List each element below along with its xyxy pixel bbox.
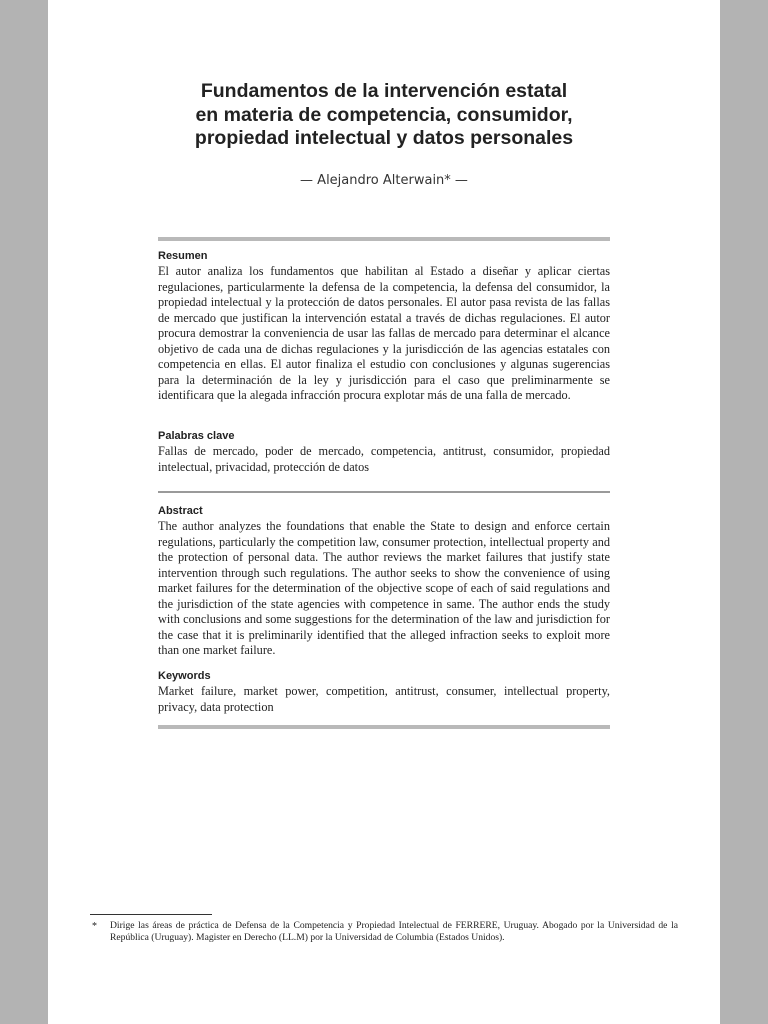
keywords-section <box>158 670 610 715</box>
footnote-mark: * <box>92 921 97 932</box>
palabras-clave-section <box>158 430 610 475</box>
keywords-text: Market failure, market power, competition, antitrust, consumer, intellectual property, privacy, data protection <box>158 684 610 714</box>
article-title <box>48 80 720 151</box>
palabras-clave-heading: Palabras clave <box>158 430 235 442</box>
resumen-section <box>158 250 610 404</box>
abstract-heading: Abstract <box>158 505 203 517</box>
middle-divider <box>158 491 610 493</box>
footnote-rule <box>90 914 212 915</box>
top-divider <box>158 237 610 241</box>
footnote-text: Dirige las áreas de práctica de Defensa de la Competencia y Propiedad Intelectual de FERRERE, Uruguay. Abogado por la Universidad de la República (Uruguay). Magister en Derecho (LL.M) por la Universidad de Columbia (Estados Unidos). <box>110 920 678 943</box>
abstract-text: The author analyzes the foundations that enable the State to design and enforce certain regulations, particularly the competition law, consumer protection, intellectual property and the protection of personal data. The author reviews the market failures that justify state intervention through such regulations. The author seeks to show the convenience of using market failures for the determination of the objective scope of each of said regulations and the jurisdiction of the state agencies with competence in same. The author ends the study with conclusions and some suggestions for the determination of the law and jurisdiction for the case that it is preliminarily identified that the alleged infraction seeks to exploit more than one market failure. <box>158 519 610 657</box>
author-line: — Alejandro Alterwain* — <box>300 173 468 188</box>
resumen-heading: Resumen <box>158 250 208 262</box>
resumen-text: El autor analiza los fundamentos que habilitan al Estado a diseñar y aplicar ciertas regulaciones, particularmente la defensa de la competencia, la defensa del consumidor, la propiedad intelectual y la protección de datos personales. El autor pasa revista de las fallas de mercado que justifican la intervención estatal a través de dichas regulaciones. El autor procura demostrar la conveniencia de usar las fallas de mercado para determinar el alcance objetivo de cada una de dichas regulaciones y la jurisdicción de las agencias estatales con competencia en ellas. El autor finaliza el estudio con conclusiones y algunas sugerencias para la determinación de la ley y jurisdicción para el caso que preliminarmente se identificara que la alegada infracción procura explotar más de una falla de mercado. <box>158 264 610 402</box>
title-line-2: en materia de competencia, consumidor, <box>195 103 573 126</box>
keywords-heading: Keywords <box>158 670 211 682</box>
bottom-divider <box>158 725 610 729</box>
title-line-1: Fundamentos de la intervención estatal <box>200 80 568 102</box>
document-page <box>48 0 720 1024</box>
abstract-section <box>158 505 610 659</box>
title-line-3: propiedad intelectual y datos personales <box>194 127 574 149</box>
palabras-clave-text: Fallas de mercado, poder de mercado, competencia, antitrust, consumidor, propiedad intelectual, privacidad, protección de datos <box>158 444 610 474</box>
